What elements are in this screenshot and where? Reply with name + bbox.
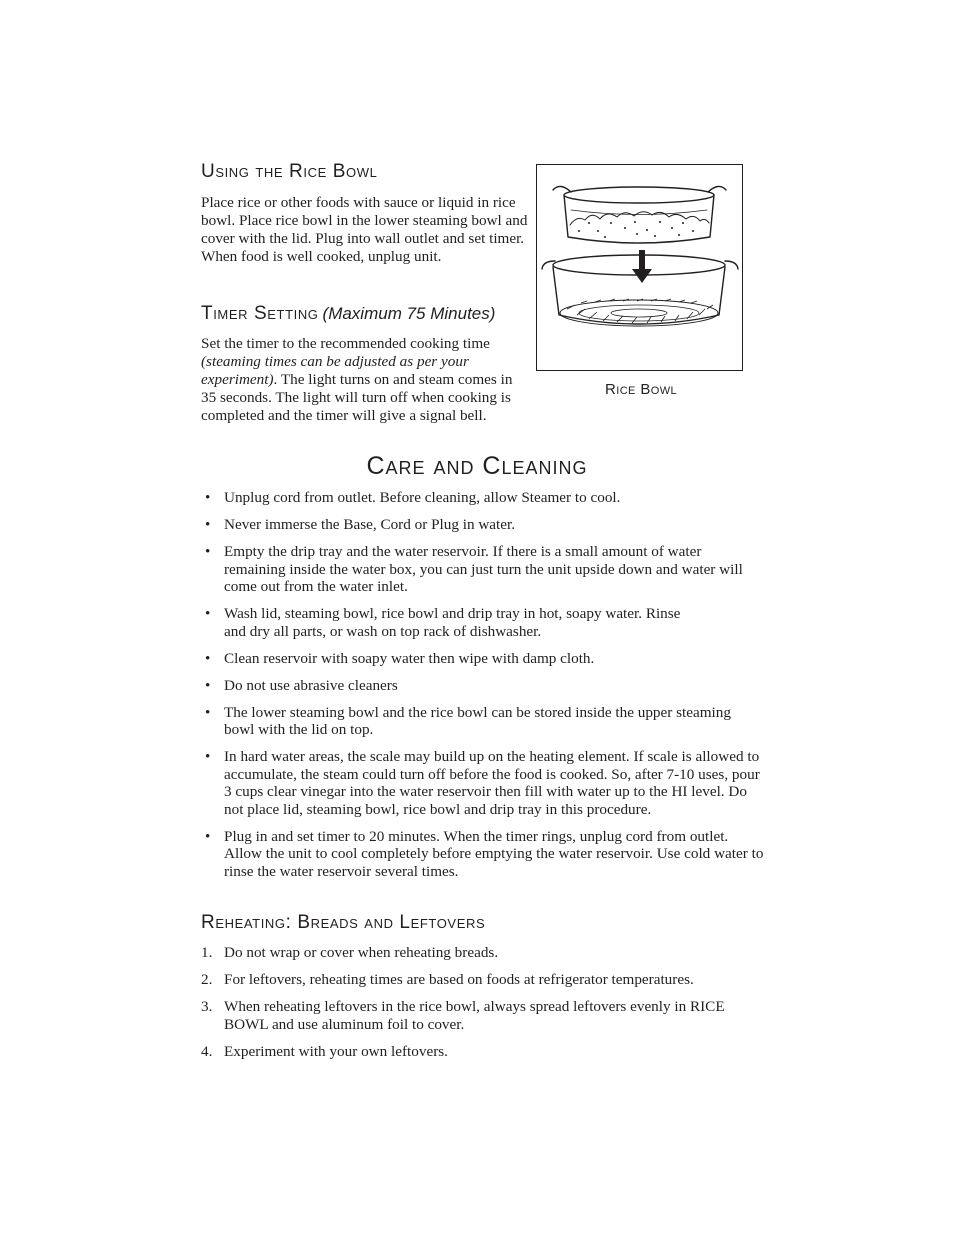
bullet-icon: • <box>205 516 211 533</box>
reheating-item-text: For leftovers, reheating times are based on foods at refrigerator temperatures. <box>224 971 694 988</box>
figure-caption: Rice Bowl <box>605 381 677 398</box>
timer-body-start: Set the timer to the recommended cooking time <box>201 335 490 352</box>
rice-bowl-figure <box>536 164 743 371</box>
bullet-icon: • <box>205 703 211 721</box>
care-item-text: Empty the drip tray and the water reservoir. If there is a small amount of water remaining inside the water box, you can just turn the unit upside down and water will come out from the water inlet. <box>224 543 743 595</box>
list-item <box>201 605 694 640</box>
rice-bowl-heading <box>201 161 377 183</box>
care-item-text: Do not use abrasive cleaners <box>224 676 398 694</box>
bullet-icon: • <box>205 649 211 667</box>
list-item <box>201 677 761 695</box>
item-number: 1. <box>201 944 213 961</box>
bullet-icon: • <box>205 676 211 694</box>
reheating-item-text: Experiment with your own leftovers. <box>224 1042 448 1060</box>
care-item-text: The lower steaming bowl and the rice bowl can be stored inside the upper steaming bowl with the lid on top. <box>224 703 731 738</box>
list-item <box>201 971 761 989</box>
timer-body-italic: (steaming times can be adjusted as per your experiment) <box>201 353 469 388</box>
bullet-icon: • <box>205 748 211 765</box>
timer-setting-heading <box>201 303 495 325</box>
list-item <box>201 998 754 1033</box>
item-number: 2. <box>201 971 213 988</box>
list-item <box>201 748 764 818</box>
timer-setting-note: (Maximum 75 Minutes) <box>322 304 496 323</box>
care-item-text: Never immerse the Base, Cord or Plug in water. <box>224 516 516 533</box>
list-item <box>201 543 761 596</box>
reheating-list <box>201 944 761 1060</box>
care-item-text: Plug in and set timer to 20 minutes. When the timer rings, unplug cord from outlet. Allow the unit to cool completely before emptying the water reservoir. Use cold water to rinse the water reservoir several times. <box>224 827 764 880</box>
reheating-item-text: Do not wrap or cover when reheating breads. <box>224 944 499 961</box>
item-number: 3. <box>201 998 213 1015</box>
rice-bowl-heading-text: Using the Rice Bowl <box>201 161 378 182</box>
timer-setting-paragraph <box>201 335 523 425</box>
care-item-text: Unplug cord from outlet. Before cleaning, allow Steamer to cool. <box>224 489 621 506</box>
rice-bowl-paragraph: Place rice or other foods with sauce or liquid in rice bowl. Place rice bowl in the lower steaming bowl and cover with the lid. Plug into wall outlet and set timer. When food is well cooked, unplug unit. <box>201 194 528 265</box>
list-item <box>201 650 761 668</box>
bullet-icon: • <box>205 543 211 560</box>
rice-bowl-illustration-icon <box>537 165 742 370</box>
list-item <box>201 704 734 739</box>
reheating-item-text: When reheating leftovers in the rice bowl, always spread leftovers evenly in RICE BOWL and use aluminum foil to cover. <box>224 998 725 1033</box>
bullet-icon: • <box>205 827 211 845</box>
list-item <box>201 1043 761 1061</box>
item-number: 4. <box>201 1042 213 1060</box>
timer-body-end: . The light turns on and steam comes in 35 seconds. The light will turn off when cooking is completed and the timer will give a signal bell. <box>201 371 513 424</box>
reheating-heading: Reheating: Breads and Leftovers <box>201 912 486 933</box>
care-item-text: Clean reservoir with soapy water then wipe with damp cloth. <box>224 649 595 667</box>
care-cleaning-list <box>201 489 764 880</box>
down-arrow-head <box>632 269 652 283</box>
list-item <box>201 828 764 881</box>
bullet-icon: • <box>205 605 211 622</box>
list-item <box>201 516 761 534</box>
list-item <box>201 944 761 962</box>
list-item <box>201 489 761 507</box>
timer-setting-heading-text: Timer Setting <box>201 303 319 324</box>
care-cleaning-title: Care and Cleaning <box>366 452 588 480</box>
down-arrow-shaft <box>639 250 645 270</box>
care-item-text: In hard water areas, the scale may build up on the heating element. If scale is allowed to accumulate, the steam could turn off before the food is cooked. So, after 7-10 uses, pour 3 cups clear vinegar into the water reservoir then fill with water up to the HI level. Do not place lid, steaming bowl, rice bowl and drip tray in this procedure. <box>224 748 760 818</box>
bullet-icon: • <box>205 489 211 506</box>
care-item-text: Wash lid, steaming bowl, rice bowl and drip tray in hot, soapy water. Rinse and dry all parts, or wash on top rack of dishwasher. <box>224 605 681 640</box>
